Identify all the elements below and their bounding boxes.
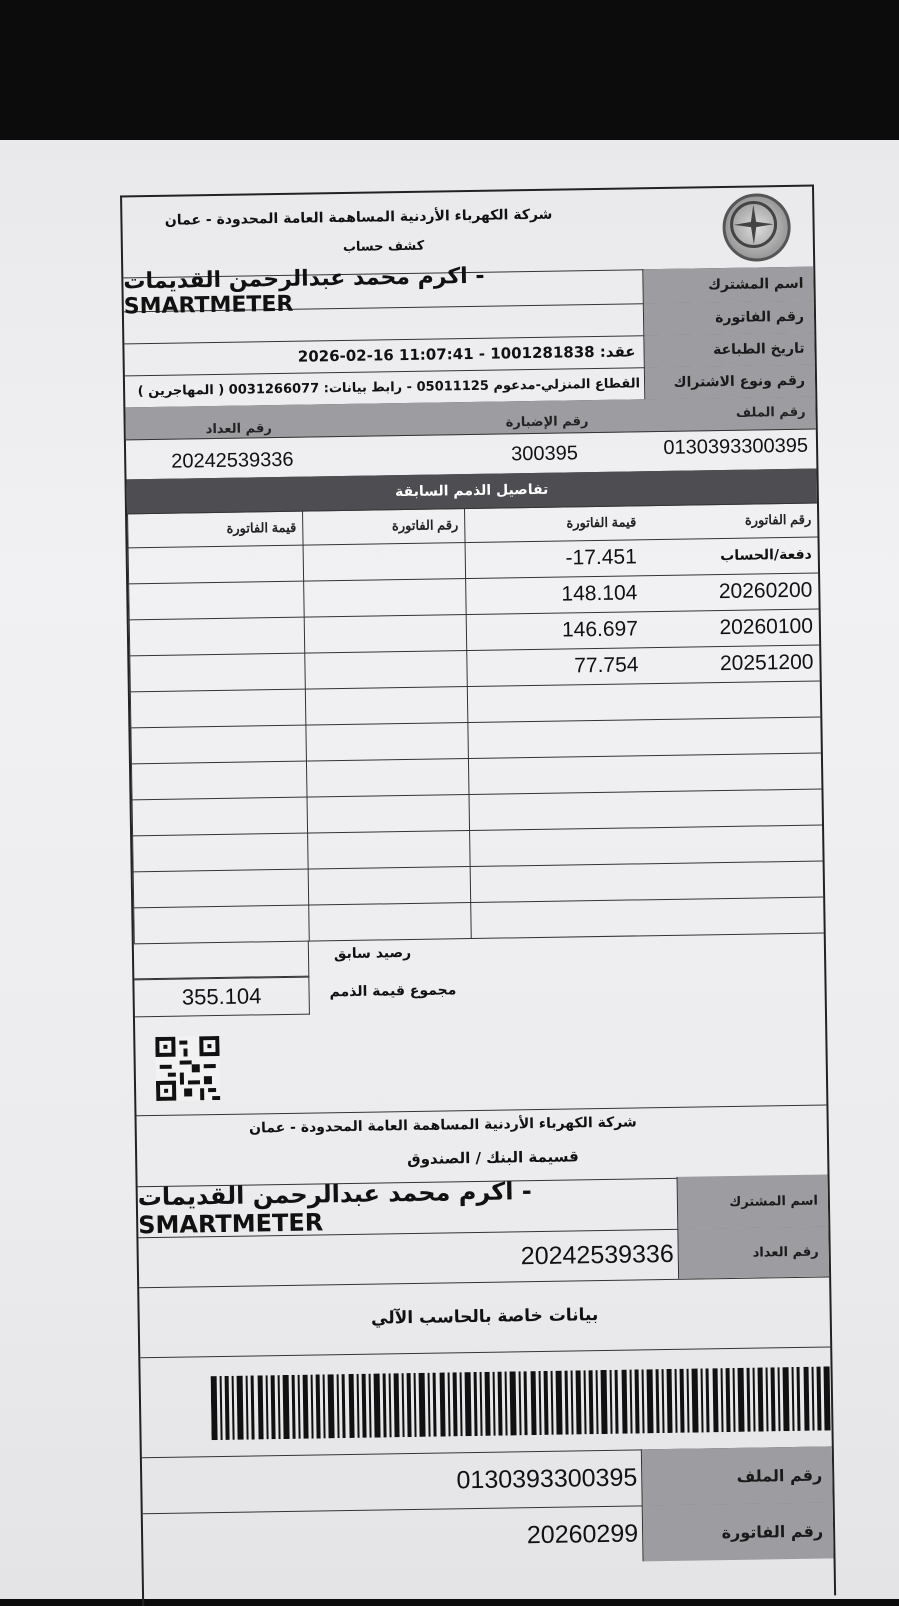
dues-header-invoice-2: رقم الفاتورة — [302, 508, 465, 545]
stub-meter-label: رقم العداد — [678, 1226, 829, 1278]
tag-number-value: 300395 — [510, 442, 579, 466]
total-dues-label: مجموع قيمة الذمم — [329, 982, 457, 1001]
dues-invoice: 20260100 — [719, 614, 814, 640]
stub-file-label: رقم الملف — [642, 1446, 833, 1505]
dues-invoice: 20260200 — [718, 578, 813, 604]
prev-balance-label: رصيد سابق — [333, 944, 412, 963]
subscriber-label: اسم المشترك — [643, 267, 814, 304]
previous-dues-title: تفاصيل الذمم السابقة — [127, 469, 817, 515]
qr-code — [155, 1036, 220, 1101]
invoice-number-label: رقم الفاتورة — [644, 301, 814, 336]
subscription-type-label: رقم ونوع الاشتراك — [645, 365, 815, 400]
file-number-value: 0130393300395 — [663, 434, 809, 459]
meter-number-value: 20242539336 — [171, 448, 294, 473]
print-date-value: 2026-02-16 11:07:41 - عقد: 1001281838 — [124, 335, 644, 375]
file-number-label: رقم الملف — [735, 404, 806, 421]
stub-header — [136, 1104, 827, 1187]
subscription-type-value: القطاع المنزلي-مدعوم 05011125 - رابط بيانات: 0031266077 ( المهاجرين ) — [125, 367, 645, 407]
company-logo — [722, 193, 791, 262]
dues-invoice: 20251200 — [719, 650, 814, 676]
dues-amount: 148.104 — [465, 575, 644, 614]
dues-amount: 146.697 — [466, 611, 645, 650]
dues-amount: 77.754 — [466, 647, 645, 686]
bill-document — [120, 185, 836, 1606]
meter-number-label: رقم العداد — [205, 421, 272, 438]
dues-amount: -17.451 — [465, 539, 644, 578]
document-type: كشف حساب — [342, 238, 425, 255]
dues-header-amount-2: قيمة الفاتورة — [127, 511, 303, 548]
prev-balance-box — [134, 941, 310, 980]
subscriber-name: اكرم محمد عبدالرحمن القديمات - SMARTMETER — [123, 269, 643, 311]
stub-invoice-value: 20260299 — [143, 1505, 644, 1569]
company-name: شركة الكهرباء الأردنية المساهمة العامة المحدودة - عمان — [164, 206, 553, 229]
stub-subscriber-label: اسم المشترك — [678, 1174, 829, 1228]
stub-file-value: 0130393300395 — [142, 1449, 643, 1513]
tag-number-label: رقم الإضبارة — [505, 414, 589, 431]
stub-title: قسيمة البنك / الصندوق — [407, 1147, 579, 1169]
dues-header-invoice-1: رقم الفاتورة — [744, 511, 812, 528]
barcode — [211, 1366, 832, 1440]
total-dues-value: 355.104 — [134, 977, 310, 1018]
stub-meter-value: 20242539336 — [138, 1229, 679, 1287]
print-date-label: تاريخ الطباعة — [644, 333, 814, 368]
stub-subscriber-name: اكرم محمد عبدالرحمن القديمات - SMARTMETER — [138, 1177, 679, 1237]
stub-company-name: شركة الكهرباء الأردنية المساهمة العامة المحدودة - عمان — [248, 1114, 637, 1137]
barcode-area — [140, 1346, 832, 1458]
stub-invoice-label: رقم الفاتورة — [643, 1502, 834, 1561]
computer-data-label: بيانات خاصة بالحاسب الآلي — [139, 1276, 830, 1358]
stub-invoice-row — [143, 1502, 834, 1569]
dues-invoice: دفعة/الحساب — [720, 546, 812, 565]
dues-header-amount-1: قيمة الفاتورة — [464, 505, 643, 542]
